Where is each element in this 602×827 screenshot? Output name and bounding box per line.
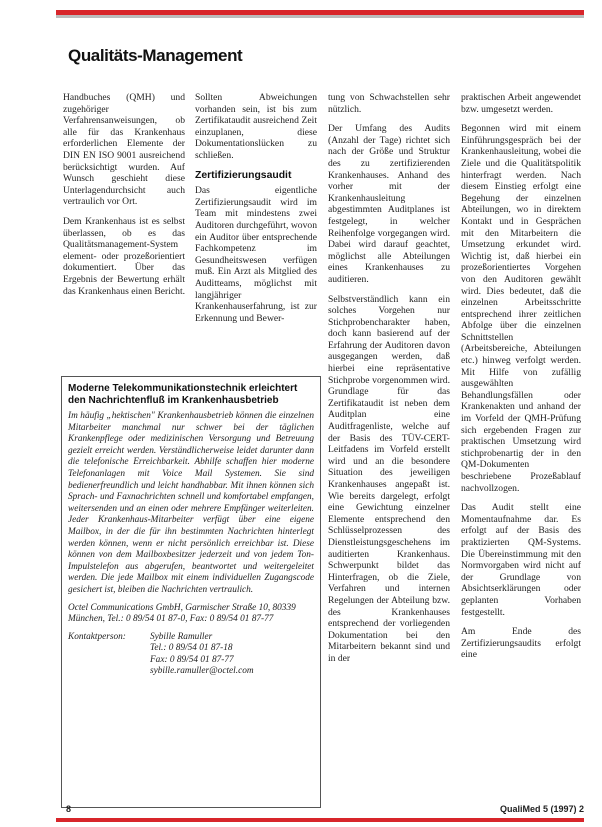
contact-tel: Tel.: 0 89/54 01 87-18	[150, 643, 233, 654]
journal-citation: QualiMed 5 (1997) 2	[499, 804, 584, 814]
paragraph: Das Audit stellt eine Momentaufnahme dar. Es erfolgt auf der Basis des praktizierten QM-Systems. Die Übereinstimmung mit den Normvorgaben wird nicht auf der Grundlage von Absichtserklärungen oder geplanten Vorhaben festgestellt.	[461, 502, 581, 618]
paragraph: Das eigentliche Zertifizierungsaudit wird im Team mit mindestens zwei Auditoren durchgeführt, wovon ein Auditor über entsprechende Fachkompetenz im Gesundheitswesen verfügen muß. Ein Arzt als Mitglied des Auditteams, möglichst mit langjähriger Krankenhauserfahrung, ist zur Erkennung und Bewer-	[195, 185, 317, 324]
contact-block	[68, 632, 314, 678]
bottom-accent-bar	[56, 818, 584, 822]
paragraph: Begonnen wird mit einem Einführungsgespräch bei der Krankenhausleitung, wobei die Ziele und die Qualitätspolitik hinterfragt werden. Nach diesem Einstieg erfolgt eine Begehung der einzelnen Abteilungen, wo in direktem Kontakt und in Gesprächen mit den Mitarbeitern die Umsetzung erkundet wird. Wichtig ist, daß hierbei ein prozeßorientiertes Vorgehen von den Auditoren gewählt wird. Dies bedeutet, daß die einzelnen Arbeitsschritte entsprechend ihrer zeitlichen Abfolge über die einzelnen Schnittstellen (Arbeitsbereiche, Abteilungen etc.) hinweg verfolgt werden. Mit Hilfe von zufällig ausgewählten Behandlungsfällen oder Krankenakten und anhand der im Vorfeld der QMH-Prüfung sich ergebenden Fragen zur praktischen Umsetzung wird stichprobenartig der in den QM-Dokumenten beschriebene Prozeßablauf nachvollzogen.	[461, 123, 581, 494]
contact-label: Kontaktperson:	[68, 631, 126, 642]
contact-fax: Fax: 0 89/54 01 87-77	[150, 654, 234, 665]
column-4	[461, 92, 581, 669]
page-title: Qualitäts-Management	[68, 46, 243, 66]
paragraph: Sollten Abweichungen vorhanden sein, ist bis zum Zertifikataudit ausreichend Zeit einzuplanen, diese Dokumentationslücken zu schließen.	[195, 92, 317, 161]
page-number: 8	[66, 804, 72, 814]
paragraph: Handbuches (QMH) und zugehöriger Verfahrensanweisungen, ob alle für das Krankenhaus erforderlichen Elemente der DIN EN ISO 9001 ausreichend berücksichtigt wurden. Auf Wunsch geschieht diese Unterlagendurchsicht auch vertraulich vor Ort.	[63, 92, 185, 208]
info-box	[61, 376, 321, 808]
contact-name: Sybille Ramuller	[150, 631, 213, 642]
column-1	[63, 92, 185, 305]
contact-email: sybille.ramuller@octel.com	[150, 666, 254, 677]
paragraph: tung von Schwachstellen sehr nützlich.	[328, 92, 450, 115]
paragraph: Dem Krankenhaus ist es selbst überlassen, ob es das Qualitätsmanagement-System element- oder prozeßorientiert dokumentiert. Über das Ergebnis der Bewertung erhält das Krankenhaus einen Bericht.	[63, 215, 186, 297]
column-2	[195, 92, 317, 332]
section-heading: Zertifizierungsaudit	[195, 169, 292, 181]
paragraph: Am Ende des Zertifizierungsaudits erfolgt eine	[461, 626, 581, 661]
paragraph: Der Umfang des Audits (Anzahl der Tage) richtet sich nach der Größe und Struktur des zu zertifizierenden Krankenhauses. Anhand des vorher mit der Krankenhausleitung abgestimmten Auditplanes ist festgelegt, in welcher Reihenfolge vorgegangen wird. Dabei wird darauf geachtet, möglichst alle Abteilungen eines Krankenhauses zu auditieren.	[328, 123, 450, 285]
top-bar-shadow	[56, 15, 584, 18]
paragraph: Selbstverständlich kann ein solches Vorgehen nur Stichprobencharakter haben, doch kann basierend auf der Erfahrung der Auditoren davon ausgegangen werden, daß hierbei eine repräsentative Stichprobe vorgenommen wird. Grundlage für das Zertifikataudit ist neben dem Auditplan eine Auditfragenliste, welche auf der Basis des TÜV-CERT-Leitfadens im Vorfeld erstellt wird und an die besondere Situation des jeweiligen Krankenhauses angepaßt ist. Wie bereits dargelegt, erfolgt eine Gewichtung einzelner Elemente entsprechend den Schlüsselprozessen des Dienstleistungsgeschehens im auditierten Krankenhaus. Schwerpunkt bildet das Hinterfragen, ob die Ziele, Verfahren und internen Regelungen der Abteilung bzw. des Krankenhauses entsprechend der vorliegenden Dokumentation bei den Mitarbeitern bekannt sind und in der	[328, 293, 450, 664]
box-heading: Moderne Telekommunikationstechnik erleichtert den Nachrichtenfluß im Krankenhausbetrieb	[68, 383, 298, 406]
column-3	[328, 92, 450, 673]
paragraph: praktischen Arbeit angewendet bzw. umgesetzt werden.	[461, 92, 581, 115]
box-address: Octel Communications GmbH, Garmischer Straße 10, 80339 München, Tel.: 0 89/54 01 87-0, Fax: 0 89/54 01 87-77	[68, 602, 296, 625]
box-body: Im häufig „hektischen" Krankenhausbetrieb können die einzelnen Mitarbeiter manchmal nur schwer bei der täglichen Krankenpflege oder medizinischen Versorgung und Betreuung gezielt erreicht werden. Verständlicherweise leidet darunter dann die telefonische Erreichbarkeit. Abhilfe schaffen hier moderne Telefonanlagen mit Voice Mail Systemen. Sie sind bedienerfreundlich und leicht handhabbar. Mit ihnen können sich Sprach- und Faxnachrichten schnell und komfortabel empfangen, weitersenden und an einen oder mehrere Empfänger weiterleiten. Jeder Krankenhaus-Mitarbeiter verfügt über eine eigene Mailbox, in der die für ihn bestimmten Nachrichten hinterlegt werden können, wenn er nicht persönlich erreichbar ist. Diese können von dem Mailboxbesitzer jederzeit und von jedem Ton-Impulstelefon aus abgerufen, beantwortet und weitergeleitet werden. Die jede Mailbox mit einem individuellen Zugangscode gesichert ist, bleiben die Nachrichten vertraulich.	[68, 411, 314, 595]
